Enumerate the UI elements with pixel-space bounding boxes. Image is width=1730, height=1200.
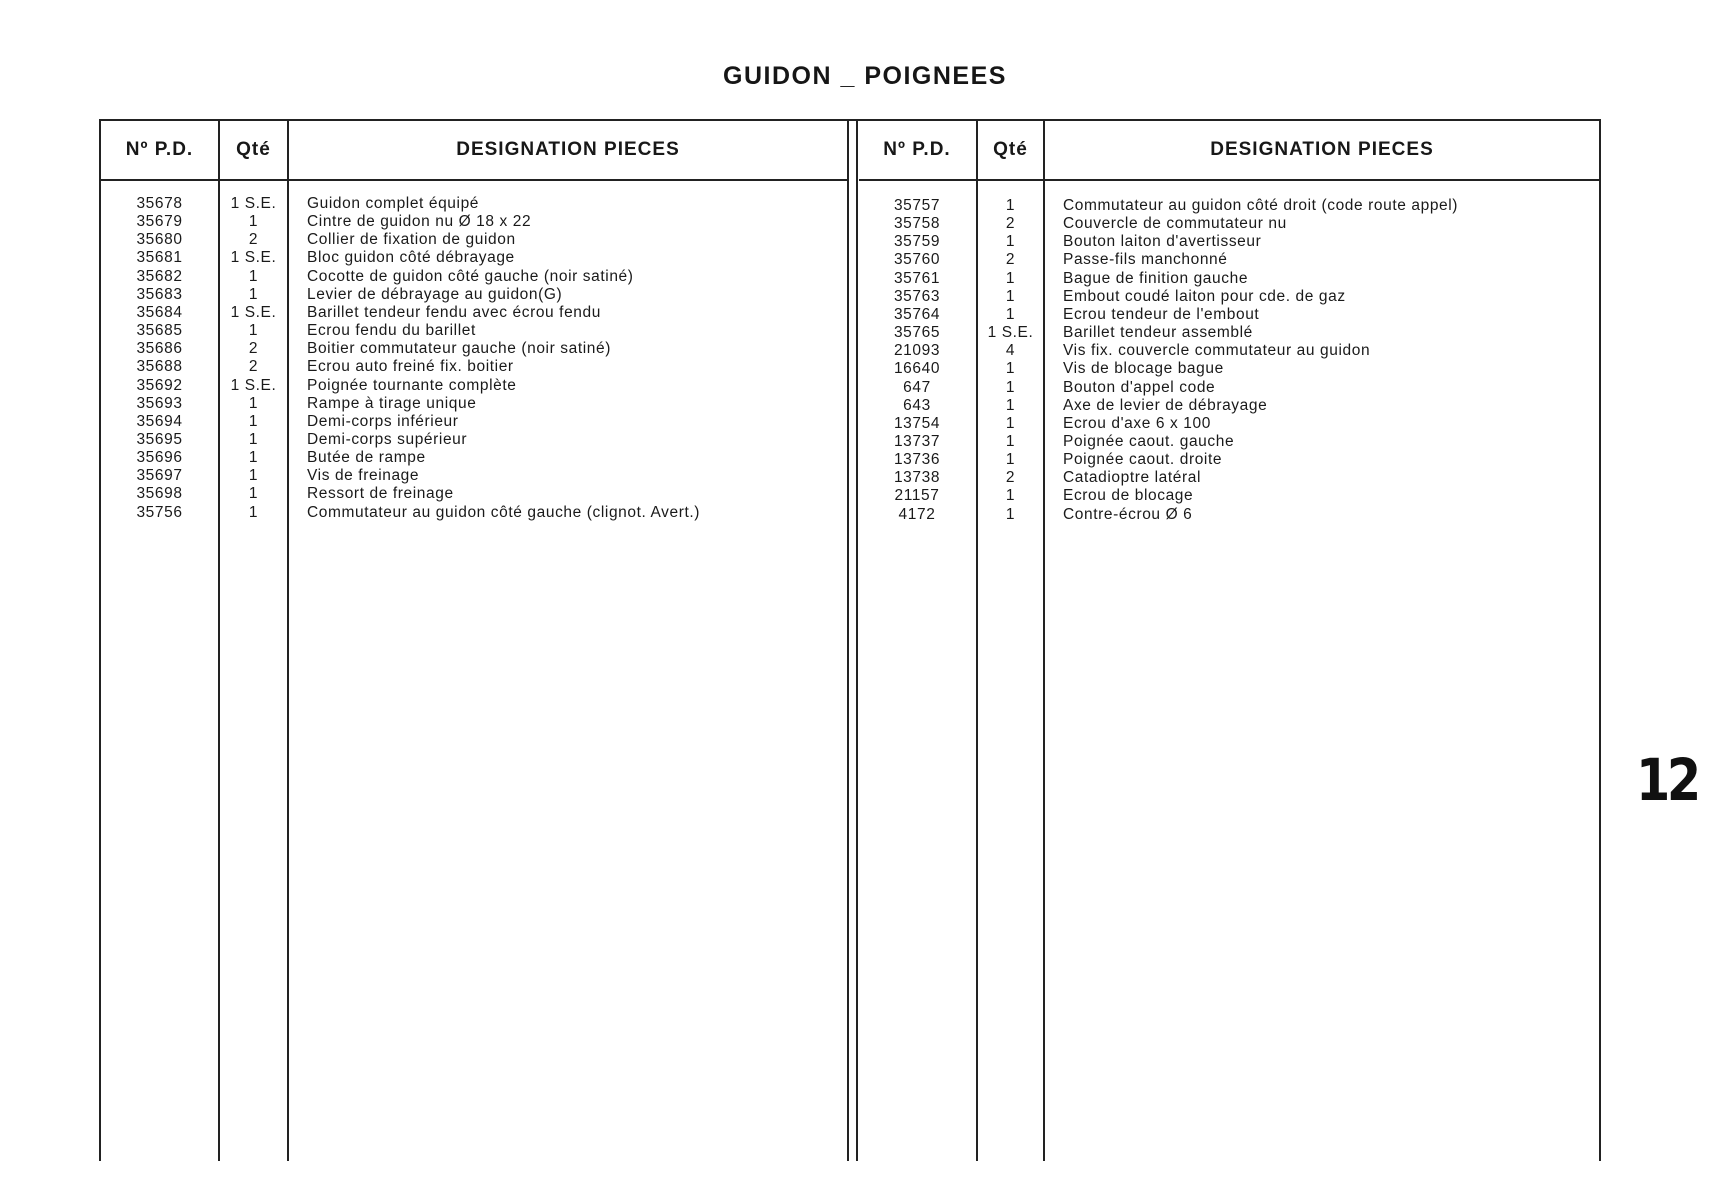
part-number: 35763 — [893, 287, 941, 305]
table-row — [99, 267, 1601, 288]
table-row — [99, 376, 1601, 397]
part-number: 35680 — [136, 231, 183, 249]
part-number: 16640 — [893, 360, 941, 378]
part-designation: Vis de blocage bague — [1063, 360, 1224, 378]
section-tab-number: 12 — [1636, 746, 1698, 814]
part-quantity: 2 — [1005, 215, 1016, 233]
part-number: 13754 — [893, 414, 941, 432]
table-row — [99, 303, 1601, 324]
part-quantity: 1 — [1005, 233, 1016, 251]
header-qty-left: Qté — [236, 139, 271, 160]
part-designation: Cocotte de guidon côté gauche (noir satiné) — [307, 267, 634, 285]
part-quantity: 1 — [1005, 432, 1016, 450]
part-quantity: 1 — [1005, 451, 1016, 469]
part-designation: Bouton laiton d'avertisseur — [1063, 233, 1262, 251]
table-row — [99, 324, 1601, 342]
part-designation: Bloc guidon côté débrayage — [307, 249, 515, 267]
part-designation: Embout coudé laiton pour cde. de gaz — [1063, 287, 1346, 305]
part-quantity: 1 — [248, 285, 259, 303]
part-designation: Guidon complet équipé — [307, 195, 480, 212]
table-row — [99, 503, 1601, 524]
part-quantity: 1 S.E. — [230, 249, 277, 267]
part-quantity: 1 — [248, 430, 259, 448]
part-number: 35682 — [136, 267, 183, 285]
part-quantity: 1 — [1005, 287, 1016, 305]
part-quantity: 1 — [248, 449, 259, 467]
part-quantity: 1 — [1005, 360, 1016, 378]
part-designation: Barillet tendeur fendu avec écrou fendu — [307, 303, 601, 321]
table-row — [99, 215, 1601, 233]
part-number: 35685 — [136, 322, 183, 340]
part-designation: Demi-corps inférieur — [307, 412, 459, 430]
parts-table — [99, 119, 1601, 1161]
part-number: 35758 — [893, 215, 941, 233]
part-number: 35764 — [893, 305, 941, 323]
part-quantity: 2 — [248, 340, 259, 358]
part-number: 35756 — [136, 503, 183, 521]
part-number: 643 — [903, 396, 931, 414]
page-title: GUIDON _ POIGNEES — [723, 62, 1007, 90]
part-quantity: 1 — [1005, 505, 1016, 523]
header-designation-left: DESIGNATION PIECES — [456, 139, 680, 160]
part-designation: Boitier commutateur gauche (noir satiné) — [307, 340, 611, 358]
part-quantity: 1 — [248, 503, 259, 521]
part-quantity: 1 — [248, 322, 259, 340]
table-row — [99, 360, 1601, 378]
part-designation: Collier de fixation de guidon — [307, 231, 516, 249]
part-designation: Commutateur au guidon côté droit (code route appel) — [1063, 197, 1459, 214]
part-designation: Ecrou auto freiné fix. boitier — [307, 358, 514, 376]
part-quantity: 2 — [248, 358, 259, 376]
part-number: 4172 — [898, 505, 936, 523]
part-quantity: 2 — [1005, 251, 1016, 269]
header-num-right: Nº P.D. — [883, 139, 951, 160]
part-quantity: 1 — [1005, 269, 1016, 287]
part-quantity: 2 — [248, 231, 259, 249]
part-quantity: 1 — [1005, 378, 1016, 396]
part-number: 21093 — [893, 342, 941, 360]
part-number: 21157 — [894, 487, 940, 505]
part-number: 35760 — [893, 251, 941, 269]
part-quantity: 1 S.E. — [230, 195, 277, 212]
table-row — [99, 430, 1601, 451]
part-designation: Ecrou de blocage — [1063, 487, 1194, 505]
table-row — [99, 285, 1601, 306]
part-designation: Cintre de guidon nu Ø 18 x 22 — [307, 213, 532, 231]
part-number: 35757 — [893, 197, 941, 214]
part-quantity: 2 — [1005, 469, 1016, 487]
table-row — [99, 412, 1601, 433]
part-number: 35696 — [136, 449, 183, 467]
part-designation: Demi-corps supérieur — [307, 430, 468, 448]
part-designation: Couvercle de commutateur nu — [1063, 215, 1287, 233]
part-number: 35681 — [136, 249, 183, 267]
part-number: 35761 — [893, 269, 941, 287]
part-designation: Poignée caout. gauche — [1063, 432, 1235, 450]
part-quantity: 1 — [248, 267, 259, 285]
part-number: 35697 — [136, 467, 183, 485]
table-row — [99, 394, 1601, 415]
table-row — [99, 342, 1601, 360]
part-quantity: 1 S.E. — [230, 376, 277, 394]
part-designation: Ressort de freinage — [307, 485, 454, 503]
part-designation: Poignée tournante complète — [307, 376, 517, 394]
part-quantity: 1 — [248, 213, 259, 231]
part-quantity: 1 S.E. — [230, 303, 277, 321]
part-designation: Ecrou tendeur de l'embout — [1063, 305, 1260, 323]
part-quantity: 1 — [248, 485, 259, 503]
part-designation: Axe de levier de débrayage — [1063, 396, 1268, 414]
part-number: 35684 — [136, 303, 183, 321]
part-quantity: 1 — [1005, 197, 1016, 214]
part-quantity: 1 — [1005, 396, 1016, 414]
part-designation: Vis fix. couvercle commutateur au guidon — [1063, 342, 1371, 360]
part-number: 35692 — [136, 376, 183, 394]
part-number: 647 — [903, 378, 931, 396]
part-number: 35679 — [136, 213, 183, 231]
part-quantity: 1 — [248, 412, 259, 430]
part-number: 35759 — [893, 233, 941, 251]
part-quantity: 1 — [248, 394, 259, 412]
part-quantity: 1 — [248, 467, 259, 485]
header-num-left: Nº P.D. — [125, 139, 194, 160]
table-row — [99, 233, 1601, 251]
part-designation: Poignée caout. droite — [1063, 451, 1223, 469]
part-designation: Butée de rampe — [307, 449, 426, 467]
part-number: 35686 — [136, 340, 183, 358]
part-number: 35693 — [136, 394, 183, 412]
part-number: 35683 — [136, 285, 183, 303]
part-number: 35688 — [136, 358, 183, 376]
part-quantity: 1 — [1005, 487, 1016, 505]
part-designation: Catadioptre latéral — [1063, 469, 1202, 487]
part-designation: Ecrou fendu du barillet — [307, 322, 476, 340]
part-designation: Barillet tendeur assemblé — [1063, 324, 1253, 342]
part-number: 13736 — [893, 451, 941, 469]
part-number: 35765 — [893, 324, 941, 342]
table-row — [99, 197, 1601, 215]
part-number: 35695 — [136, 430, 183, 448]
table-row — [99, 251, 1601, 269]
part-designation: Passe-fils manchonné — [1063, 251, 1228, 269]
part-quantity: 1 S.E. — [987, 324, 1034, 342]
part-quantity: 1 — [1005, 305, 1016, 323]
part-quantity: 1 — [1005, 414, 1016, 432]
part-number: 13737 — [893, 432, 941, 450]
part-number: 35698 — [136, 485, 183, 503]
part-designation: Contre-écrou Ø 6 — [1063, 505, 1193, 523]
part-designation: Levier de débrayage au guidon(G) — [307, 285, 563, 303]
part-number: 35694 — [136, 412, 183, 430]
header-designation-right: DESIGNATION PIECES — [1210, 139, 1434, 160]
table-row — [99, 487, 1601, 505]
part-designation: Rampe à tirage unique — [307, 394, 477, 412]
part-quantity: 4 — [1005, 342, 1016, 360]
part-number: 13738 — [893, 469, 941, 487]
table-row — [99, 469, 1601, 487]
part-designation: Ecrou d'axe 6 x 100 — [1063, 414, 1211, 432]
header-qty-right: Qté — [993, 139, 1028, 160]
part-designation: Vis de freinage — [307, 467, 420, 485]
part-designation: Bouton d'appel code — [1063, 378, 1216, 396]
part-designation: Bague de finition gauche — [1063, 269, 1249, 287]
part-designation: Commutateur au guidon côté gauche (clignot. Avert.) — [307, 503, 701, 521]
part-number: 35678 — [136, 195, 183, 212]
table-row — [99, 451, 1601, 469]
